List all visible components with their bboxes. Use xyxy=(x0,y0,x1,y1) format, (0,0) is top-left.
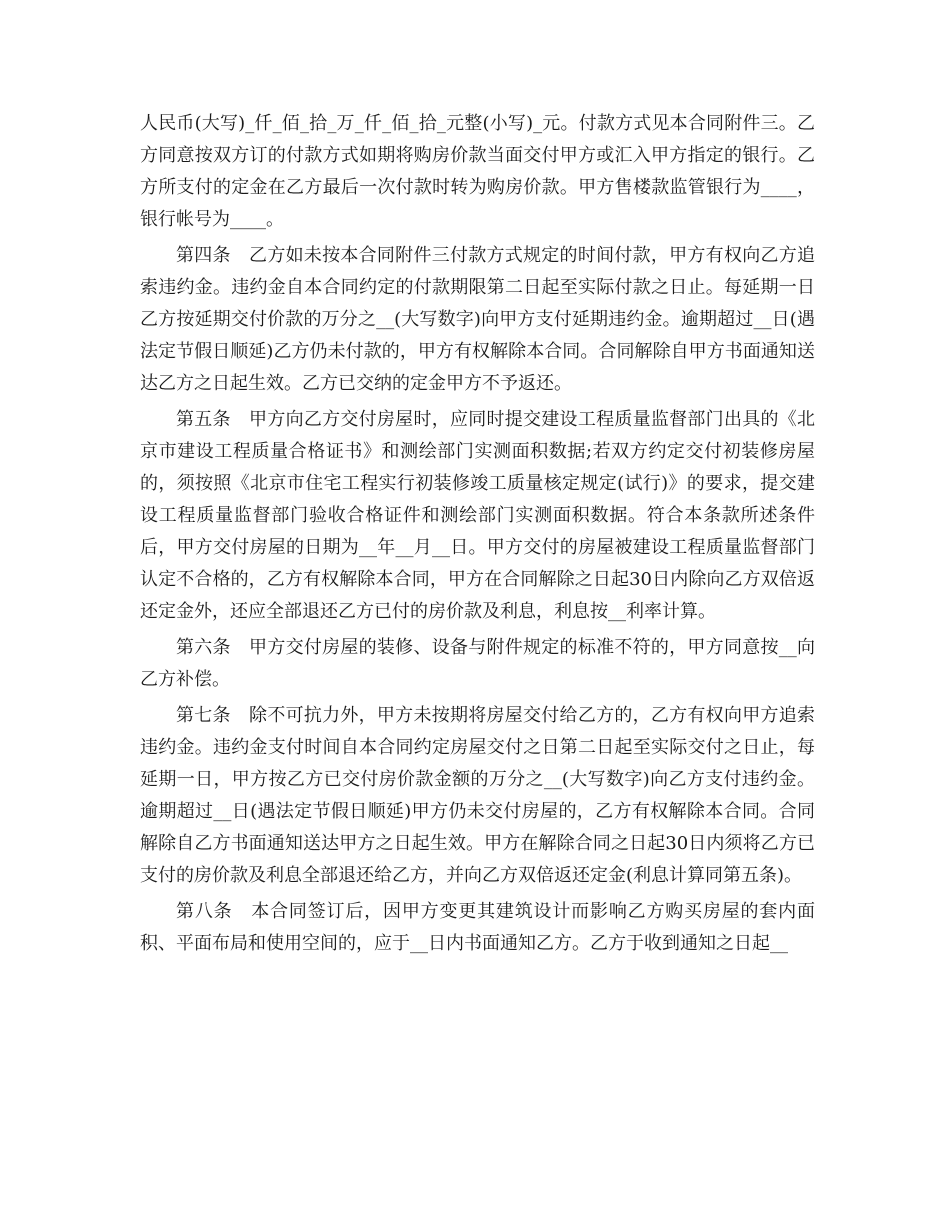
paragraph-article-4: 第四条 乙方如未按本合同附件三付款方式规定的时间付款，甲方有权向乙方追索违约金。违约金自本合同约定的付款期限第二日起至实际付款之日止。每延期一日乙方按延期交付价款的万分之__(大写数字)向甲方支付延期违约金。逾期超过__日(遇法定节假日顺延)乙方仍未付款的，甲方有权解除本合同。合同解除自甲方书面通知送达乙方之日起生效。乙方已交纳的定金甲方不予返还。 xyxy=(140,245,815,394)
paragraph-article-8: 第八条 本合同签订后，因甲方变更其建筑设计而影响乙方购买房屋的套内面积、平面布局和使用空间的，应于__日内书面通知乙方。乙方于收到通知之日起__ xyxy=(140,901,815,954)
paragraph-payment-terms: 人民币(大写)_仟_佰_拾_万_仟_佰_拾_元整(小写)_元。付款方式见本合同附件三。乙方同意按双方订的付款方式如期将购房价款当面交付甲方或汇入甲方指定的银行。乙方所支付的定金在乙方最后一次付款时转为购房价款。甲方售楼款监管银行为____，银行帐号为____。 xyxy=(140,113,815,230)
document-body xyxy=(140,108,815,964)
paragraph-article-6: 第六条 甲方交付房屋的装修、设备与附件规定的标准不符的，甲方同意按__向乙方补偿。 xyxy=(140,637,815,690)
paragraph-article-5: 第五条 甲方向乙方交付房屋时，应同时提交建设工程质量监督部门出具的《北京市建设工程质量合格证书》和测绘部门实测面积数据;若双方约定交付初装修房屋的，须按照《北京市住宅工程实行初装修竣工质量核定规定(试行)》的要求，提交建设工程质量监督部门验收合格证件和测绘部门实测面积数据。符合本条款所述条件后，甲方交付房屋的日期为__年__月__日。甲方交付的房屋被建设工程质量监督部门认定不合格的，乙方有权解除本合同，甲方在合同解除之日起30日内除向乙方双倍返还定金外，还应全部退还乙方已付的房价款及利息，利息按__利率计算。 xyxy=(140,409,815,622)
paragraph-article-7: 第七条 除不可抗力外，甲方未按期将房屋交付给乙方的，乙方有权向甲方追索违约金。违约金支付时间自本合同约定房屋交付之日第二日起至实际交付之日止，每延期一日，甲方按乙方已交付房价款金额的万分之__(大写数字)向乙方支付违约金。逾期超过__日(遇法定节假日顺延)甲方仍未交付房屋的，乙方有权解除本合同。合同解除自乙方书面通知送达甲方之日起生效。甲方在解除合同之日起30日内须将乙方已支付的房价款及利息全部退还给乙方，并向乙方双倍返还定金(利息计算同第五条)。 xyxy=(140,705,815,886)
